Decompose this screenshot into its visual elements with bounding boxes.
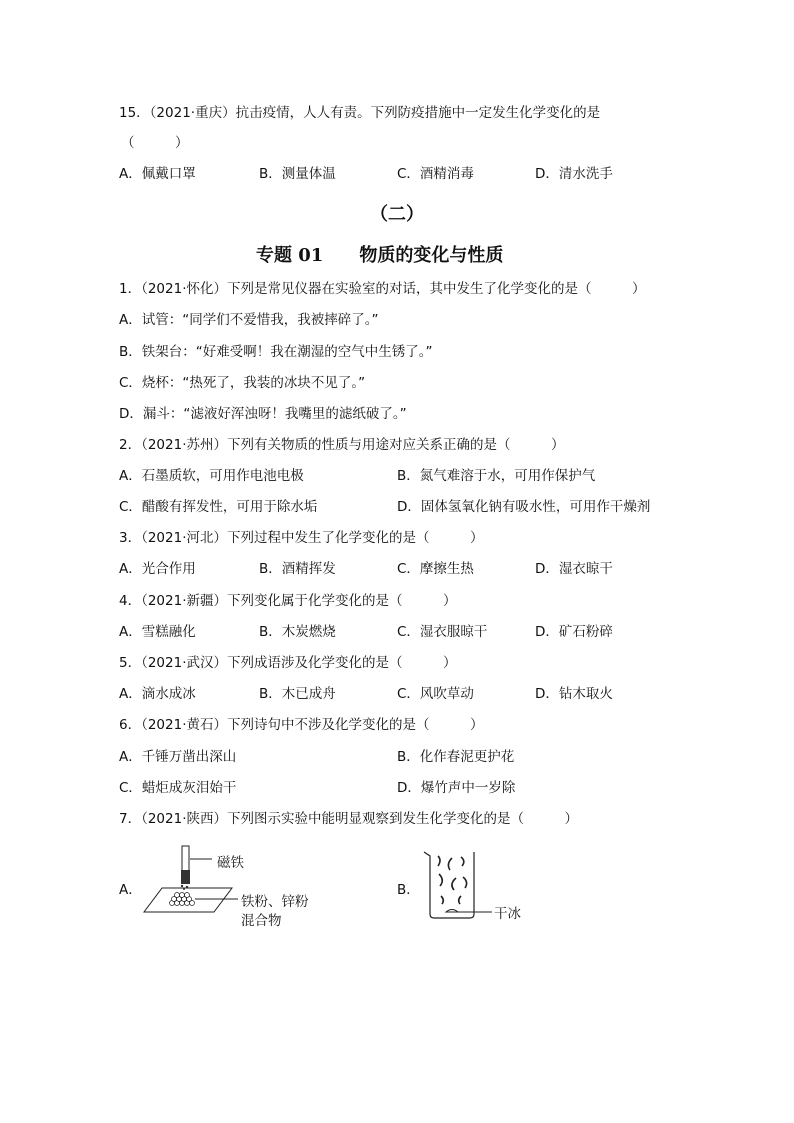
q2-option-a: A．石墨质软，可用作电池电极: [119, 468, 304, 484]
q4-option-a: A．雪糕融化: [119, 624, 196, 640]
question-1-stem: 1．（2021·怀化）下列是常见仪器在实验室的对话，其中发生了化学变化的是（ ）: [119, 281, 646, 297]
q5-option-b: B．木已成舟: [259, 686, 336, 702]
option-a: A．佩戴口罩: [119, 166, 196, 182]
q5-option-d: D．钻木取火: [535, 686, 613, 702]
q2-option-c: C．醋酸有挥发性，可用于除水垢: [119, 499, 318, 515]
q6-option-a: A．千锤万凿出深山: [119, 749, 237, 765]
question-4-stem: 4．（2021·新疆）下列变化属于化学变化的是（ ）: [119, 593, 457, 609]
q3-option-b: B．酒精挥发: [259, 561, 336, 577]
q6-option-c: C．蜡炬成灰泪始干: [119, 780, 237, 796]
q6-option-d: D．爆竹声中一岁除: [397, 780, 516, 796]
label-iron-zinc-powder: 铁粉、锌粉: [241, 894, 309, 910]
q2-option-d: D．固体氢氧化钠有吸水性，可用作干燥剂: [397, 499, 651, 515]
question-2-stem: 2．（2021·苏州）下列有关物质的性质与用途对应关系正确的是（ ）: [119, 437, 565, 453]
q5-option-a: A．滴水成冰: [119, 686, 196, 702]
question-15-stem: 15．（2021·重庆）抗击疫情，人人有责。下列防疫措施中一定发生化学变化的是: [119, 105, 601, 121]
answer-blank: （ ）: [121, 135, 189, 151]
question-3-stem: 3．（2021·河北）下列过程中发生了化学变化的是（ ）: [119, 530, 484, 546]
q5-option-c: C．风吹草动: [397, 686, 474, 702]
question-6-stem: 6．（2021·黄石）下列诗句中不涉及化学变化的是（ ）: [119, 717, 484, 733]
q1-option-c: C．烧杯：“热死了，我装的冰块不见了。”: [119, 375, 366, 391]
figure-a-option: A．: [119, 882, 142, 898]
figure-b-option: B．: [397, 882, 420, 898]
option-d: D．清水洗手: [535, 166, 613, 182]
section-title: 专题 01 物质的变化与性质: [256, 245, 504, 266]
q4-option-b: B．木炭燃烧: [259, 624, 336, 640]
q4-option-c: C．湿衣服晾干: [397, 624, 488, 640]
q1-option-b: B．铁架台：“好难受啊！我在潮湿的空气中生锈了。”: [119, 344, 433, 360]
q1-option-a: A．试管：“同学们不爱惜我，我被摔碎了。”: [119, 312, 379, 328]
q4-option-d: D．矿石粉碎: [535, 624, 613, 640]
option-c: C．酒精消毒: [397, 166, 474, 182]
q3-option-d: D．湿衣晾干: [535, 561, 613, 577]
q2-option-b: B．氮气难溶于水，可用作保护气: [397, 468, 596, 484]
label-mixture: 混合物: [241, 913, 282, 929]
option-b: B．测量体温: [259, 166, 336, 182]
label-magnet: 磁铁: [217, 855, 244, 871]
q6-option-b: B．化作春泥更护花: [397, 749, 515, 765]
q1-option-d: D．漏斗：“滤液好浑浊呀！我嘴里的滤纸破了。”: [119, 406, 407, 422]
section-part: （二）: [370, 204, 424, 225]
q3-option-c: C．摩擦生热: [397, 561, 474, 577]
question-5-stem: 5．（2021·武汉）下列成语涉及化学变化的是（ ）: [119, 655, 457, 671]
question-7-stem: 7．（2021·陕西）下列图示实验中能明显观察到发生化学变化的是（ ）: [119, 811, 578, 827]
beaker-dry-ice-figure: [420, 848, 500, 922]
label-dry-ice: 干冰: [494, 906, 521, 922]
q3-option-a: A．光合作用: [119, 561, 196, 577]
